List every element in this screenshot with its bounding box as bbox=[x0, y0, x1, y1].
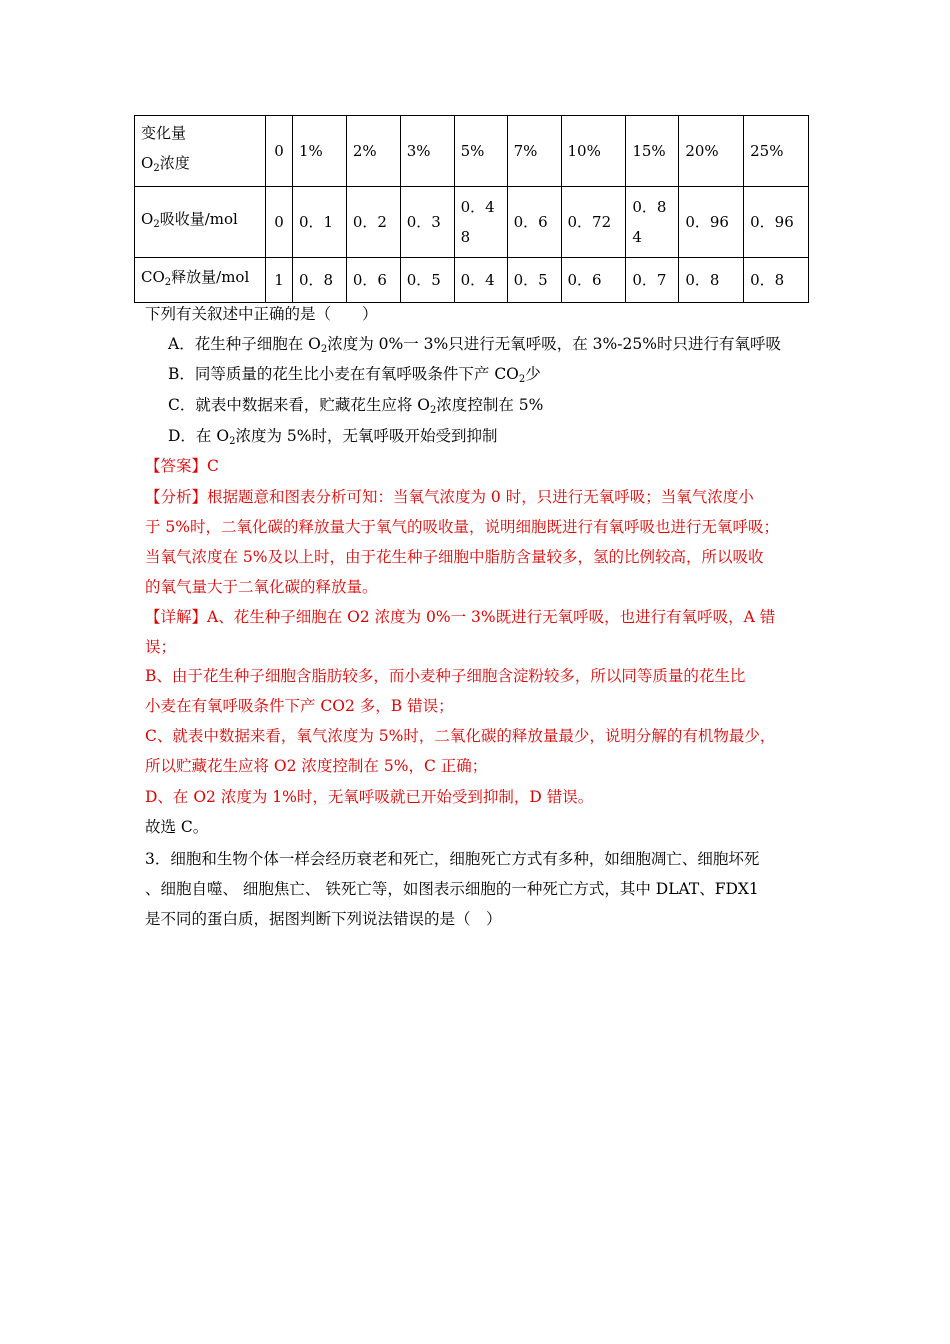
o2-value-cell: 0．72 bbox=[561, 187, 626, 258]
answer-line: 【答案】C bbox=[145, 457, 219, 475]
concentration-cell: 2% bbox=[346, 116, 400, 187]
detail-line: 误； bbox=[145, 638, 177, 656]
header-label-variable: 变化量 bbox=[141, 124, 187, 142]
next-question-paragraph bbox=[145, 844, 817, 934]
o2-value-cell: 0．96 bbox=[744, 187, 809, 258]
detail-line: B、由于花生种子细胞含脂肪较多，而小麦种子细胞含淀粉较多，所以同等质量的花生比 bbox=[145, 667, 746, 685]
detail-line: 所以贮藏花生应将 O2 浓度控制在 5%，C 正确； bbox=[145, 757, 488, 775]
concentration-cell: 20% bbox=[679, 116, 744, 187]
o2-value-cell: 0．96 bbox=[679, 187, 744, 258]
analysis-line: 当氧气浓度在 5%及以上时，由于花生种子细胞中脂肪含量较多，氢的比例较高，所以吸收 bbox=[145, 548, 764, 566]
header-label-cell bbox=[135, 116, 266, 187]
co2-value-cell: 0．4 bbox=[454, 258, 507, 303]
concentration-cell: 10% bbox=[561, 116, 626, 187]
conclusion-line: 故选 C。 bbox=[145, 818, 209, 836]
option-b: B．同等质量的花生比小麦在有氧呼吸条件下产 $CO_2$少 bbox=[168, 365, 541, 385]
detail-line: 小麦在有氧呼吸条件下产 CO2 多，B 错误； bbox=[145, 697, 454, 715]
analysis-line: 【分析】根据题意和图表分析可知：当氧气浓度为 0 时，只进行无氧呼吸；当氧气浓度小 bbox=[145, 488, 754, 506]
o2-value-cell: 0．84 bbox=[626, 187, 679, 258]
next-question-line: 、细胞自噬、 细胞焦亡、 铁死亡等，如图表示细胞的一种死亡方式，其中 DLAT、FDX1 bbox=[145, 880, 759, 898]
detail-b-paragraph bbox=[145, 661, 817, 721]
option-d: D．在 $O_2$浓度为 5%时，无氧呼吸开始受到抑制 bbox=[168, 427, 498, 447]
concentration-cell: 15% bbox=[626, 116, 679, 187]
co2-value-cell: 0．6 bbox=[561, 258, 626, 303]
o2-value-cell: 0．6 bbox=[507, 187, 561, 258]
o2-co2-data-table bbox=[134, 115, 809, 303]
co2-value-cell: 0．5 bbox=[400, 258, 454, 303]
analysis-paragraph bbox=[145, 482, 817, 602]
row-label-co2-release: $CO_2$释放量/mol bbox=[135, 258, 266, 303]
concentration-cell: 1% bbox=[293, 116, 347, 187]
concentration-cell: 7% bbox=[507, 116, 561, 187]
concentration-cell: 25% bbox=[744, 116, 809, 187]
o2-value-cell: 0．2 bbox=[346, 187, 400, 258]
detail-d-line: D、在 O2 浓度为 1%时，无氧呼吸就已开始受到抑制，D 错误。 bbox=[145, 788, 594, 806]
co2-value-cell: 0．8 bbox=[679, 258, 744, 303]
co2-release-row bbox=[135, 258, 809, 303]
analysis-line: 于 5%时，二氧化碳的释放量大于氧气的吸收量，说明细胞既进行有氧呼吸也进行无氧呼吸； bbox=[145, 518, 780, 536]
concentration-cell: 0 bbox=[266, 116, 293, 187]
concentration-cell: 3% bbox=[400, 116, 454, 187]
co2-value-cell: 0．8 bbox=[293, 258, 347, 303]
next-question-line: 是不同的蛋白质，据图判断下列说法错误的是（ ） bbox=[145, 910, 502, 928]
co2-value-cell: 0．5 bbox=[507, 258, 561, 303]
o2-absorption-row bbox=[135, 187, 809, 258]
detail-line: C、就表中数据来看，氧气浓度为 5%时，二氧化碳的释放量最少，说明分解的有机物最少， bbox=[145, 727, 776, 745]
next-question-line: 3．细胞和生物个体一样会经历衰老和死亡，细胞死亡方式有多种，如细胞凋亡、细胞坏死 bbox=[145, 850, 760, 868]
header-label-o2-concentration: $O_2$浓度 bbox=[141, 154, 190, 174]
analysis-line: 的氧气量大于二氧化碳的释放量。 bbox=[145, 578, 378, 596]
row-label-o2-absorption: $O_2$吸收量/mol bbox=[135, 187, 266, 258]
o2-value-cell: 0 bbox=[266, 187, 293, 258]
option-c: C．就表中数据来看，贮藏花生应将 $O_2$浓度控制在 5% bbox=[168, 396, 544, 416]
detail-c-paragraph bbox=[145, 721, 817, 781]
concentration-cell: 5% bbox=[454, 116, 507, 187]
option-a: A．花生种子细胞在 $O_2$浓度为 0%一 3%只进行无氧呼吸，在 3%-25%时只进行有氧呼吸 bbox=[168, 335, 781, 355]
co2-value-cell: 1 bbox=[266, 258, 293, 303]
o2-value-cell: 0．48 bbox=[454, 187, 507, 258]
co2-value-cell: 0．8 bbox=[744, 258, 809, 303]
detail-a-paragraph bbox=[145, 602, 817, 662]
question-stem: 下列有关叙述中正确的是（ ） bbox=[145, 305, 378, 323]
detail-line: 【详解】A、花生种子细胞在 O2 浓度为 0%一 3%既进行无氧呼吸，也进行有氧呼吸，A 错 bbox=[145, 608, 776, 626]
o2-value-cell: 0．1 bbox=[293, 187, 347, 258]
co2-value-cell: 0．6 bbox=[346, 258, 400, 303]
table-header-row bbox=[135, 116, 809, 187]
co2-value-cell: 0．7 bbox=[626, 258, 679, 303]
o2-value-cell: 0．3 bbox=[400, 187, 454, 258]
